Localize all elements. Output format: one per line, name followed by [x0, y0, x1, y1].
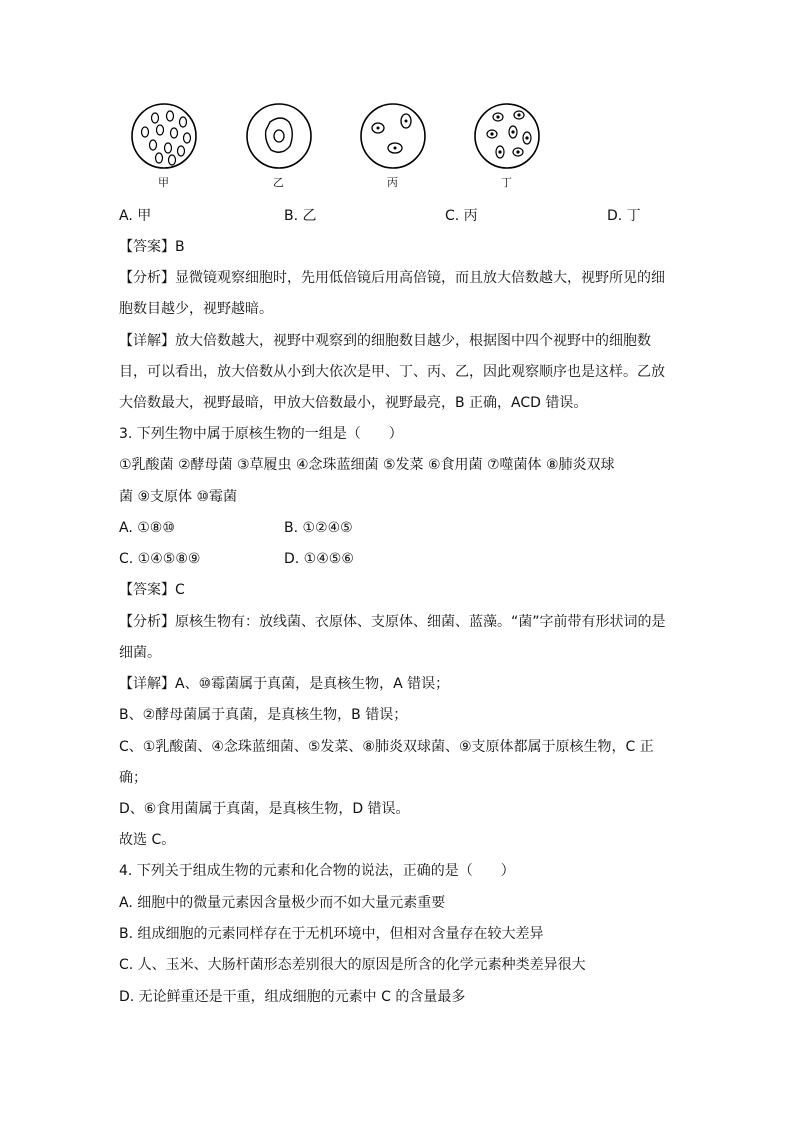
q3-list-line-1: ①乳酸菌 ②酵母菌 ③草履虫 ④念珠蓝细菌 ⑤发菜 ⑥食用菌 ⑦噬菌体 ⑧肺炎双球: [119, 457, 615, 473]
view-ding: [475, 104, 539, 168]
q3-detail-line-2: B、②酵母菌属于真菌，是真核生物，B 错误；: [119, 707, 408, 723]
q2-analysis-line-1: 【分析】显微镜观察细胞时，先用低倍镜后用高倍镜，而且放大倍数越大，视野所见的细: [119, 270, 665, 286]
q2-option-b: B. 乙: [284, 208, 317, 224]
q2-answer: 【答案】B: [119, 239, 185, 255]
q3-analysis-line-2: 细菌。: [119, 645, 161, 661]
q3-answer: 【答案】C: [119, 582, 185, 598]
q2-option-a: A. 甲: [119, 208, 152, 224]
view-yi: [247, 104, 311, 168]
q3-detail-line-3: C、①乳酸菌、④念珠蓝细菌、⑤发菜、⑧肺炎双球菌、⑨支原体都属于原核生物，C 正: [119, 739, 654, 755]
q3-list-line-2: 菌 ⑨支原体 ⑩霉菌: [119, 489, 238, 505]
q2-option-d: D. 丁: [607, 208, 641, 224]
q2-detail-line-3: 大倍数最大，视野最暗，甲放大倍数最小，视野最亮，B 正确，ACD 错误。: [119, 395, 588, 411]
q3-detail-line-5: D、⑥食用菌属于真菌，是真核生物，D 错误。: [119, 801, 410, 817]
q2-detail-line-1: 【详解】放大倍数越大，视野中观察到的细胞数目越少，根据图中四个视野中的细胞数: [119, 333, 651, 349]
view-bing: [361, 104, 425, 168]
q4-option-b: B. 组成细胞的元素同样存在于无机环境中，但相对含量存在较大差异: [119, 926, 544, 942]
q3-option-a: A. ①⑧⑩: [119, 520, 175, 536]
q3-analysis-line-1: 【分析】原核生物有：放线菌、衣原体、支原体、细菌、蓝藻。“菌”字前带有形状词的是: [119, 614, 666, 630]
view-jia: [132, 104, 196, 168]
q4-option-d: D. 无论鲜重还是干重，组成细胞的元素中 C 的含量最多: [119, 989, 466, 1005]
q3-stem: 3. 下列生物中属于原核生物的一组是（ ）: [119, 426, 403, 442]
q4-option-c: C. 人、玉米、大肠杆菌形态差别很大的原因是所含的化学元素种类差异很大: [119, 957, 586, 973]
q4-stem: 4. 下列关于组成生物的元素和化合物的说法，正确的是（ ）: [119, 863, 515, 879]
q3-option-b: B. ①②④⑤: [284, 520, 353, 536]
q3-option-c: C. ①④⑤⑧⑨: [119, 551, 201, 567]
figure-label-jia: 甲: [158, 176, 169, 189]
q3-option-d: D. ①④⑤⑥: [284, 551, 354, 567]
figure-label-yi: 乙: [273, 176, 284, 189]
q3-detail-line-4: 确；: [119, 770, 147, 786]
q2-analysis-line-2: 胞数目越少，视野越暗。: [119, 301, 273, 317]
q2-detail-line-2: 目，可以看出，放大倍数从小到大依次是甲、丁、丙、乙，因此观察顺序也是这样。乙放: [119, 364, 665, 380]
figure-label-ding: 丁: [501, 176, 512, 189]
figure-label-bing: 丙: [387, 176, 398, 189]
q3-detail-line-1: 【详解】A、⑩霉菌属于真菌，是真核生物，A 错误；: [119, 676, 450, 692]
q4-option-a: A. 细胞中的微量元素因含量极少而不如大量元素重要: [119, 895, 446, 911]
q2-option-c: C. 丙: [445, 208, 478, 224]
q3-conclusion: 故选 C。: [119, 832, 176, 848]
